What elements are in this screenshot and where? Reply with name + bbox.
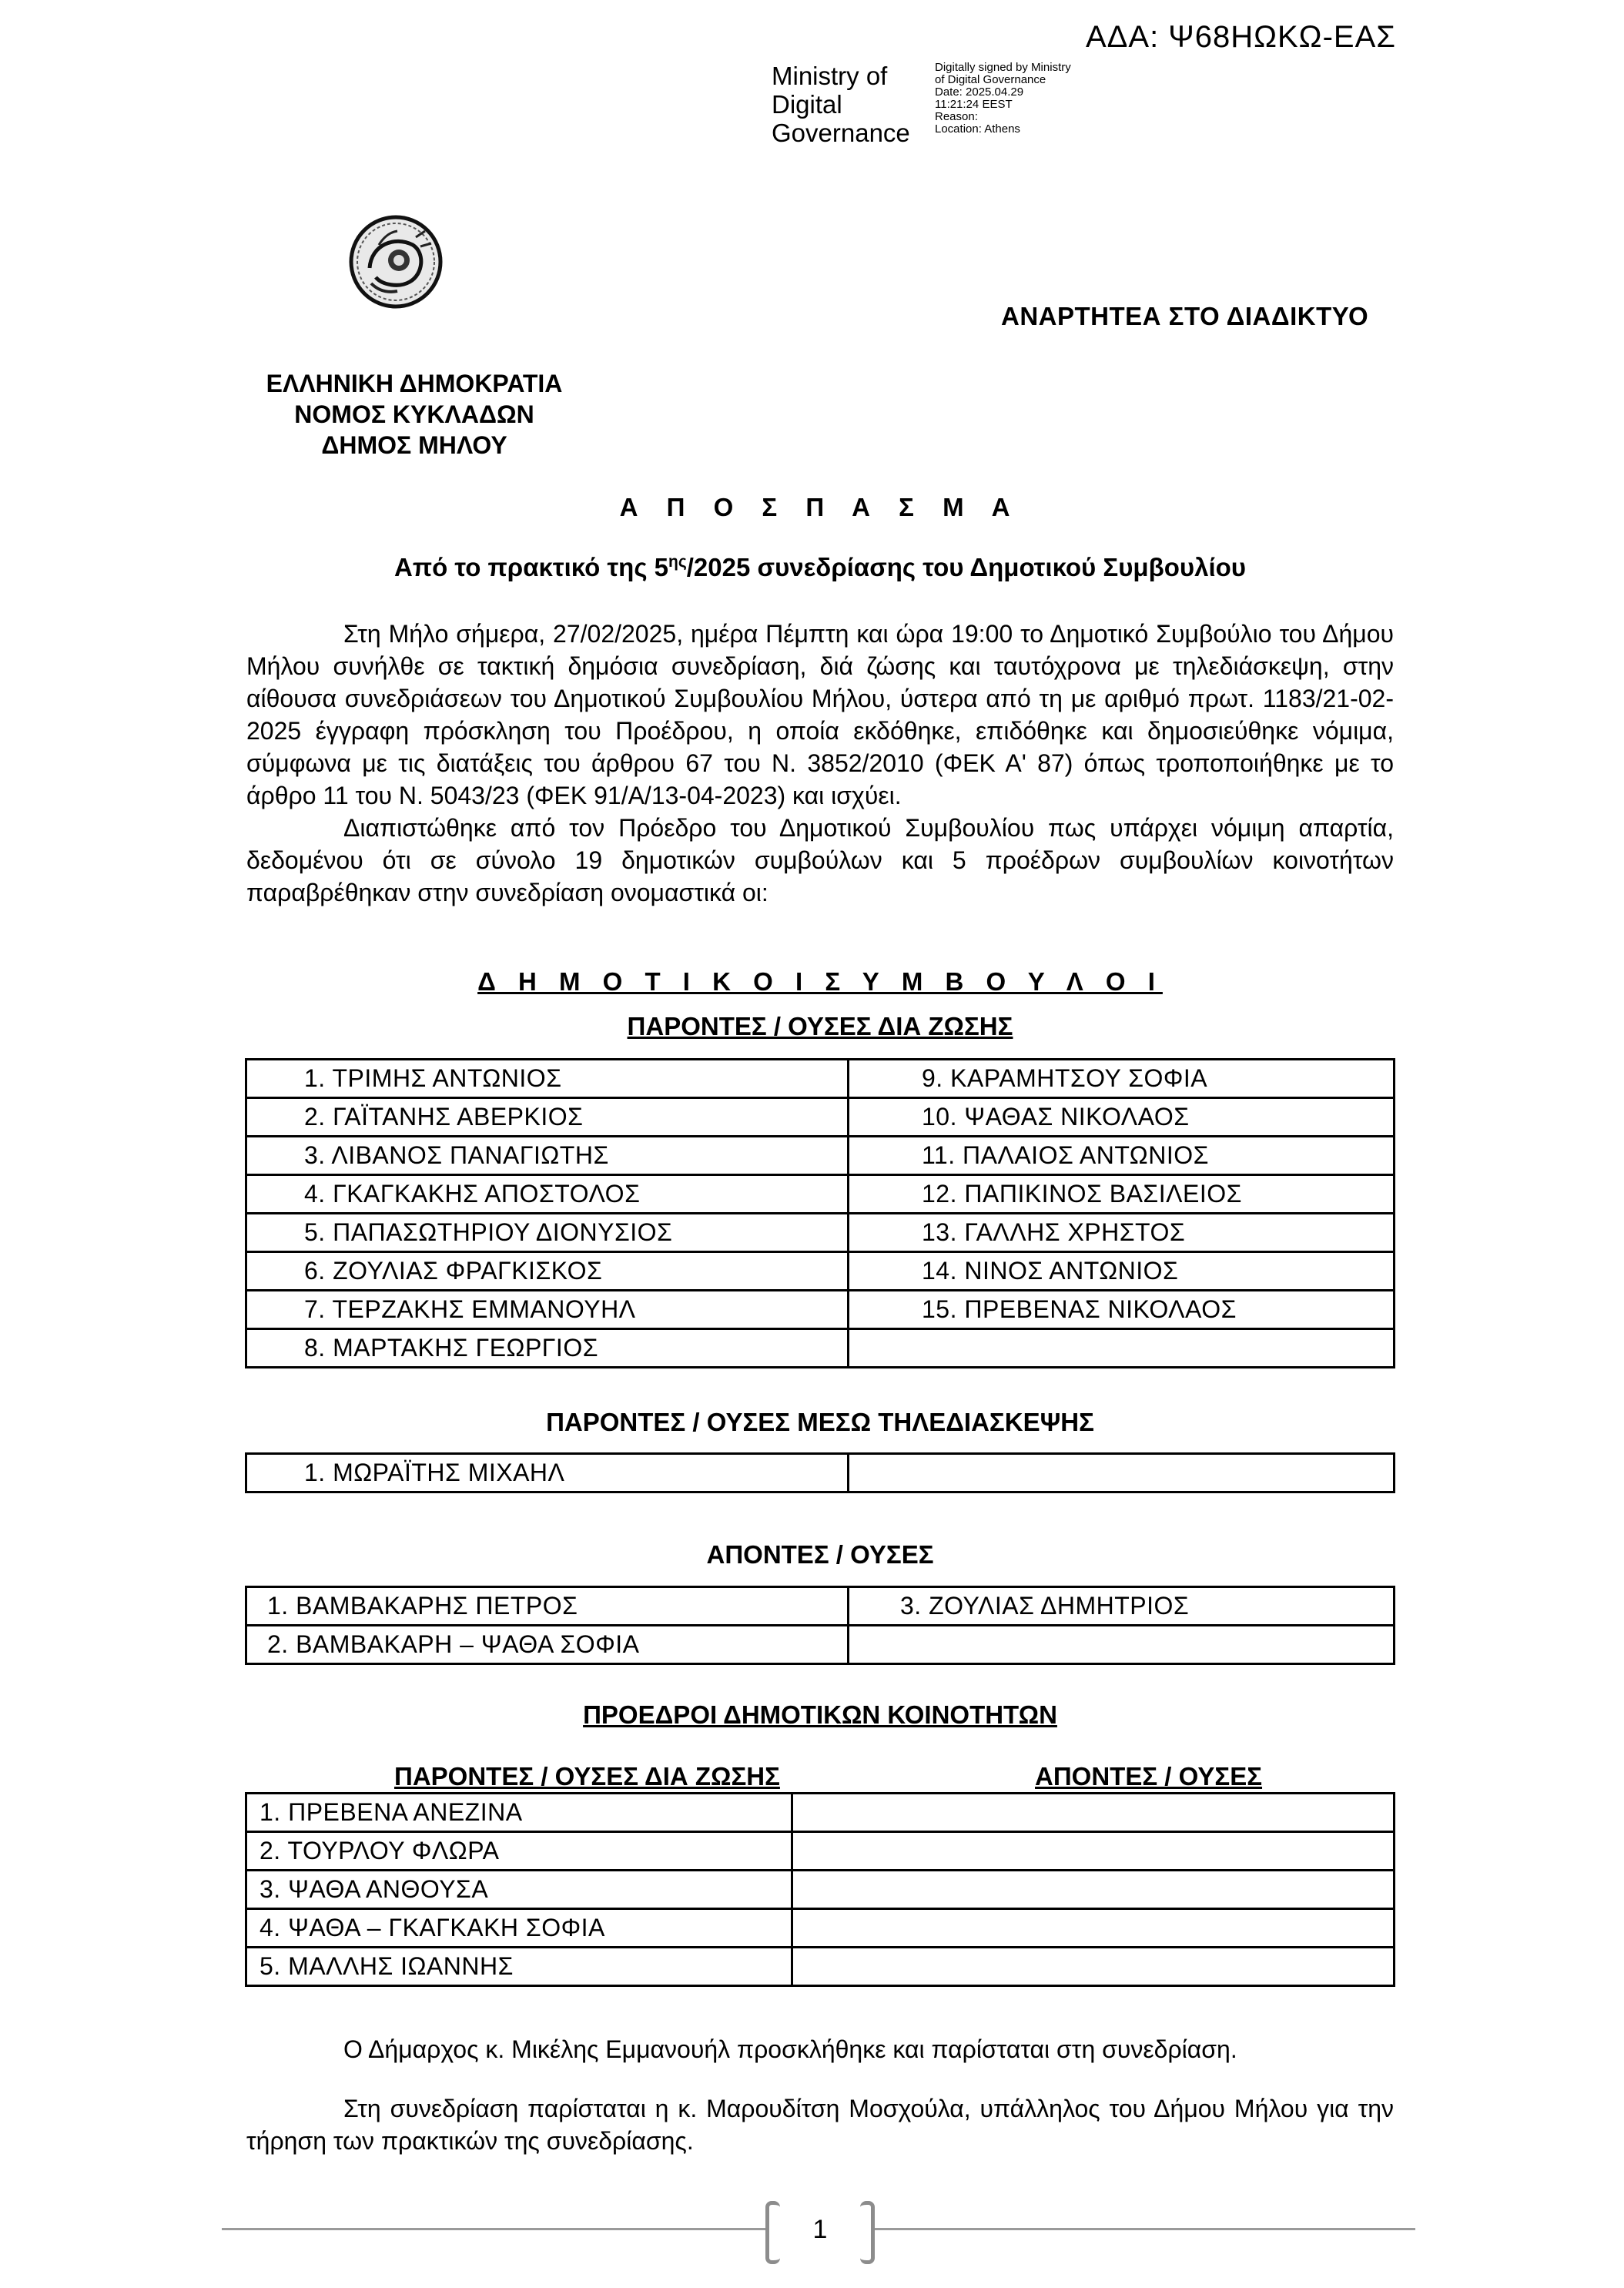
member-cell: 3. ΖΟΥΛΙΑΣ ΔΗΜΗΤΡΙΟΣ [849,1587,1395,1626]
signature-line: 11:21:24 EEST [935,98,1013,111]
member-cell [849,1454,1395,1492]
member-cell: 5. ΠΑΠΑΣΩΤΗΡΙΟΥ ΔΙΟΝΥΣΙΟΣ [246,1214,849,1252]
table-row [246,1137,1395,1175]
remote-heading: ΠΑΡΟΝΤΕΣ / ΟΥΣΕΣ ΜΕΣΩ ΤΗΛΕΔΙΑΣΚΕΨΗΣ [546,1408,1094,1436]
remote-councillors-table [245,1452,1395,1493]
member-cell: 6. ΖΟΥΛΙΑΣ ΦΡΑΓΚΙΣΚΟΣ [246,1252,849,1291]
ministry-line: Digital [772,90,842,119]
ministry-line: Ministry of [772,62,888,90]
member-cell: 9. ΚΑΡΑΜΗΤΣΟΥ ΣΟΦΙΑ [849,1060,1395,1098]
table-row [246,1098,1395,1137]
closing-text [246,2033,1394,2184]
issuer-line: ΔΗΜΟΣ ΜΗΛΟΥ [321,431,507,459]
ada-code: ΑΔΑ: Ψ68ΗΩΚΩ-ΕΑΣ [1086,20,1396,54]
issuer-line: ΕΛΛΗΝΙΚΗ ΔΗΜΟΚΡΑΤΙΑ [266,370,563,397]
issuer-block [245,368,584,461]
document-subtitle [245,553,1395,582]
table-row [246,1626,1395,1664]
signature-line: Location: Athens [935,122,1020,136]
member-cell [849,1329,1395,1368]
presidents-absent-heading: ΑΠΟΝΤΕΣ / ΟΥΣΕΣ [1035,1762,1263,1791]
member-cell: 1. ΤΡΙΜΗΣ ΑΝΤΩΝΙΟΣ [246,1060,849,1098]
signature-line: of Digital Governance [935,73,1046,86]
member-cell: 2. ΒΑΜΒΑΚΑΡΗ – ΨΑΘΑ ΣΟΦΙΑ [246,1626,849,1664]
absent-heading: ΑΠΟΝΤΕΣ / ΟΥΣΕΣ [706,1540,934,1569]
presidents-heading: ΠΡΟΕΔΡΟΙ ΔΗΜΟΤΙΚΩΝ ΚΟΙΝΟΤΗΤΩΝ [583,1700,1057,1729]
document-title: Α Π Ο Σ Π Α Σ Μ Α [619,493,1021,521]
member-cell: 2. ΓΑΪΤΑΝΗΣ ΑΒΕΡΚΙΟΣ [246,1098,849,1137]
intro-paragraph: Στη Μήλο σήμερα, 27/02/2025, ημέρα Πέμπτη και ώρα 19:00 το Δημοτικό Συμβούλιο του Δήμου Μήλου συνήλθε σε τακτική δημόσια συνεδρίαση, διά ζώσης και ταυτόχρονα με τηλεδιάσκεψη, στην αίθουσα συνεδριάσεων του Δημοτικού Συμβουλίου Μήλου, ύστερα από τη με αριθμό πρωτ. 1183/21-02-2025 έγγραφη πρόσκληση του Προέδρου, η οποία εκδόθηκε, επιδόθηκε και δημοσιεύθηκε νόμιμα, σύμφωνα με τις διατάξεις του άρθρου 67 του Ν. 3852/2010 (ΦΕΚ Α' 87) όπως τροποποιήθηκε με το άρθρο 11 του Ν. 5043/23 (ΦΕΚ 91/Α/13-04-2023) και ισχύει. [246,620,1394,809]
member-cell [792,1871,1395,1909]
page-number: 1 [812,2215,828,2244]
page-number-box [765,2201,875,2258]
councillors-heading: Δ Η Μ Ο Τ Ι Κ Ο Ι Σ Υ Μ Β Ο Υ Λ Ο Ι [477,967,1163,996]
clerk-paragraph: Στη συνεδρίαση παρίσταται η κ. Μαρουδίτση Μοσχούλα, υπάλληλος του Δήμου Μήλου για την τήρηση των πρακτικών της συνεδρίασης. [246,2095,1394,2155]
subtitle-post: /2025 συνεδρίασης του Δημοτικού Συμβουλίου [686,553,1247,581]
member-cell: 1. ΒΑΜΒΑΚΑΡΗΣ ΠΕΤΡΟΣ [246,1587,849,1626]
presidents-table [245,1792,1395,1987]
presidents-present-heading: ΠΑΡΟΝΤΕΣ / ΟΥΣΕΣ ΔΙΑ ΖΩΣΗΣ [394,1762,780,1791]
table-row [246,1948,1395,1986]
quorum-paragraph: Διαπιστώθηκε από τον Πρόεδρο του Δημοτικού Συμβουλίου πως υπάρχει νόμιμη απαρτία, δεδομένου ότι σε σύνολο 19 δημοτικών συμβούλων και 5 προέδρων συμβουλίων κοινοτήτων παραβρέθηκαν στην συνεδρίαση ονομαστικά οι: [246,814,1394,906]
member-cell: 15. ΠΡΕΒΕΝΑΣ ΝΙΚΟΛΑΟΣ [849,1291,1395,1329]
member-cell: 7. ΤΕΡΖΑΚΗΣ ΕΜΜΑΝΟΥΗΛ [246,1291,849,1329]
table-row [246,1291,1395,1329]
member-cell: 8. ΜΑΡΤΑΚΗΣ ΓΕΩΡΓΙΟΣ [246,1329,849,1368]
present-councillors-table [245,1058,1395,1368]
table-row [246,1832,1395,1871]
absent-councillors-table [245,1586,1395,1665]
member-cell: 4. ΓΚΑΓΚΑΚΗΣ ΑΠΟΣΤΟΛΟΣ [246,1175,849,1214]
member-cell [792,1948,1395,1986]
ministry-label [772,62,910,147]
member-cell: 12. ΠΑΠΙΚΙΝΟΣ ΒΑΣΙΛΕΙΟΣ [849,1175,1395,1214]
intro-text [246,618,1394,909]
issuer-line: ΝΟΜΟΣ ΚΥΚΛΑΔΩΝ [294,400,534,428]
member-cell: 1. ΠΡΕΒΕΝΑ ΑΝΕΖΙΝΑ [246,1794,792,1832]
table-row [246,1871,1395,1909]
member-cell: 13. ΓΑΛΛΗΣ ΧΡΗΣΤΟΣ [849,1214,1395,1252]
table-row [246,1175,1395,1214]
signature-line: Date: 2025.04.29 [935,85,1024,99]
present-heading: ΠΑΡΟΝΤΕΣ / ΟΥΣΕΣ ΔΙΑ ΖΩΣΗΣ [627,1012,1013,1040]
member-cell: 3. ΨΑΘΑ ΑΝΘΟΥΣΑ [246,1871,792,1909]
mayor-paragraph: Ο Δήμαρχος κ. Μικέλης Εμμανουήλ προσκλήθηκε και παρίσταται στη συνεδρίαση. [343,2035,1237,2063]
member-cell [792,1832,1395,1871]
table-row [246,1587,1395,1626]
table-row [246,1214,1395,1252]
table-row [246,1909,1395,1948]
member-cell: 4. ΨΑΘΑ – ΓΚΑΓΚΑΚΗ ΣΟΦΙΑ [246,1909,792,1948]
table-row [246,1454,1395,1492]
member-cell: 3. ΛΙΒΑΝΟΣ ΠΑΝΑΓΙΩΤΗΣ [246,1137,849,1175]
coin-seal-icon [348,214,444,310]
member-cell [792,1909,1395,1948]
ministry-line: Governance [772,119,910,147]
table-row [246,1794,1395,1832]
member-cell: 1. ΜΩΡΑΪΤΗΣ ΜΙΧΑΗΛ [246,1454,849,1492]
subtitle-pre: Από το πρακτικό της 5 [393,553,669,581]
member-cell [792,1794,1395,1832]
digital-signature-block [935,62,1071,136]
signature-line: Digitally signed by Ministry [935,61,1071,74]
table-row [246,1252,1395,1291]
table-row [246,1060,1395,1098]
member-cell: 10. ΨΑΘΑΣ ΝΙΚΟΛΑΟΣ [849,1098,1395,1137]
subtitle-sup: ης [668,553,687,571]
post-online-notice: ΑΝΑΡΤΗΤΕΑ ΣΤΟ ΔΙΑΔΙΚΤΥΟ [1001,302,1369,330]
signature-line: Reason: [935,110,978,123]
member-cell [849,1626,1395,1664]
member-cell: 11. ΠΑΛΑΙΟΣ ΑΝΤΩΝΙΟΣ [849,1137,1395,1175]
member-cell: 14. ΝΙΝΟΣ ΑΝΤΩΝΙΟΣ [849,1252,1395,1291]
member-cell: 2. ΤΟΥΡΛΟΥ ΦΛΩΡΑ [246,1832,792,1871]
table-row [246,1329,1395,1368]
member-cell: 5. ΜΑΛΛΗΣ ΙΩΑΝΝΗΣ [246,1948,792,1986]
